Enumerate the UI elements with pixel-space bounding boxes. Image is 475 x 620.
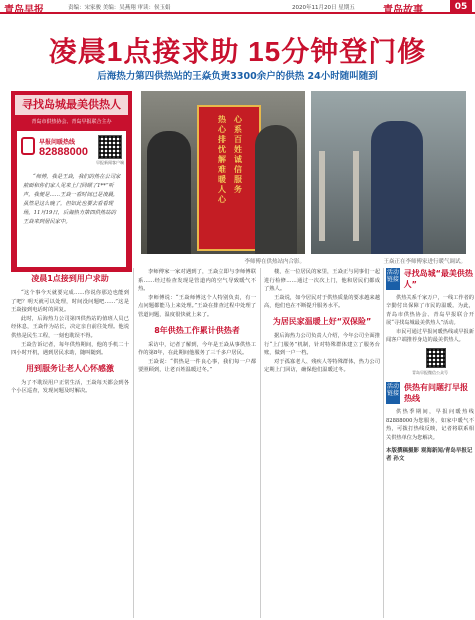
paragraph: 王焱说：“供热是一件良心事，我们每一户都要照顾到，让老百姓温暖过冬。”: [138, 358, 256, 374]
radiator-pipes: [319, 151, 359, 241]
paragraph: 供热关系千家万户，一线工作者的辛勤付出保障了市民的温暖。为此，青岛市供热协会、青岛早报联合开展“寻找岛城最美供热人”活动。: [386, 295, 474, 327]
dateline: 2020年11月20日 星期五: [292, 5, 355, 11]
paragraph: 楼，在一位居民的家里，王焱正与同事们一起进行检修……通过一次次上门，他和居民们都成了熟人。: [264, 269, 380, 293]
newspaper-logo: 青岛早报: [4, 5, 44, 16]
qr-code-icon: [426, 348, 446, 368]
hotline-panel: [17, 131, 126, 267]
hotline-label: 早报问暖热线: [39, 139, 76, 146]
paragraph: 采访中，记者了解到，今年是王焱从事供热工作的第8年，在此期间他服务了三千多户居民。: [138, 341, 256, 357]
paragraph: “这个事今天就要完成……你说你那边也能到了吧？明天就可以处理，时间没问题吧……”这是王焱接到电话时的回复。: [11, 290, 129, 314]
sidebar-tag: 活动链接: [386, 268, 400, 290]
photo-worker-repair: [311, 91, 466, 254]
paragraph: 供热季期间，早报问暖热线82888000为您服务，如家中暖气不热，可拨打热线反映，记者将联系相关供热单位为您解决。: [386, 409, 474, 441]
sidebar-tag: 活动链接: [386, 382, 400, 404]
column-subhead: 用到服务让老人心怀感激: [26, 363, 114, 373]
sidebar: [386, 268, 474, 620]
campaign-organizers: 青岛市供热协会、青岛早报联合主办: [31, 119, 112, 125]
article-column-1: [11, 268, 129, 618]
page-number: 05: [450, 0, 472, 14]
column-divider: [260, 268, 261, 618]
paragraph: 王焱说，如今居民对于供热质量的要求越来越高，他们也在不断提升服务水平。: [264, 294, 380, 310]
column-divider: [383, 268, 384, 618]
subheadline: 后海热力第四供热站的王焱负责3300余户的供热 24小时随叫随到: [97, 71, 378, 82]
campaign-box: [11, 91, 132, 272]
byline: 本版撰稿摄影 观海新闻/青岛早报记者 孙文: [386, 448, 473, 463]
sidebar-text: [386, 408, 474, 442]
sidebar-header: [386, 382, 474, 404]
sidebar-header: [386, 268, 474, 290]
column-subhead: 凌晨1点接到用户求助: [31, 274, 109, 283]
headline: 凌晨1点接求助 15分钟登门修: [48, 36, 427, 67]
paragraph: 李师傅家一家对遇到了，王焱立即与李师傅联系……经过检查发现是管道内的空气导致暖气不热。: [138, 269, 256, 293]
column-subhead: 8年供热工作累计供热者: [154, 325, 240, 335]
honor-banner: [197, 105, 261, 251]
phone-icon: [21, 137, 35, 155]
sidebar-text: [386, 294, 474, 344]
paragraph: 对于孤寡老人、残疾人等特殊群体，热力公司定期上门回访，确保他们温暖过冬。: [264, 358, 380, 374]
paragraph: 为了不耽误用户正常生活，王焱每天都会到各个小区巡查，发现问题及时解决。: [11, 379, 129, 395]
qr-caption: 早报新闻客户端: [96, 160, 124, 165]
sidebar-title: 供热有问题打早报热线: [404, 383, 468, 404]
person-left: [147, 131, 191, 254]
photo-banner-presentation: [141, 91, 305, 254]
editor-credits: 责编：宋家骏 美编：吴燕翔 审读：侯玉娟: [68, 5, 171, 11]
banner-text-right: 热心排忧解难暖人心: [218, 115, 226, 204]
photo-caption-1: 李师傅在供热站内合影。: [244, 259, 305, 265]
worker-figure: [371, 121, 423, 254]
hotline-number: 82888000: [39, 146, 88, 158]
paragraph: 据后海热力公司负责人介绍，今年公司全面推行“上门服务”机制，针对特殊群体建立了服务台账，做到一户一档。: [264, 332, 380, 357]
column-subhead: 为居民家温暖上好“双保险”: [272, 316, 372, 326]
article-column-2: [138, 268, 256, 618]
paragraph: 此时，后海热力公司第四供热站的值班人员已经休息，王焱作为站长，决定亲自前往处理。他说供热是民生工程，一刻也耽误不得。: [11, 315, 129, 339]
sidebar-title: 寻找岛城“最美供热人”: [403, 269, 473, 289]
paragraph: 市民可通过早报问暖热线或早报新闻客户端推荐身边的最美供热人。: [386, 328, 474, 344]
masthead: [0, 0, 475, 14]
person-right: [255, 125, 297, 254]
article-column-3: [264, 268, 380, 618]
campaign-intro-text: “师傅，我是王焱，我们的热在公司家前面和你们家人见来上门回顾了1**”听声，我便是……王焱一看时间已是凌晨，虽然是这么晚了，但如此也要去看看现场。11月19日，后海热力第四供热站的王焱来到居民家中。: [23, 174, 121, 225]
banner-text-left: 心系百姓诚信服务: [234, 115, 242, 194]
section-name: 青岛故事: [383, 5, 423, 16]
paragraph: 李师傅说：“王焱师傅这个人特别负责，有一点问题都能马上来处理。”王焱在排查过程中处理了管道问题，温度很快就上来了。: [138, 294, 256, 318]
campaign-title: 寻找岛城最美供热人: [15, 95, 128, 115]
column-divider: [133, 268, 134, 618]
qr-caption: 青岛早报微信公众号: [412, 370, 448, 376]
qr-code-icon: [98, 135, 122, 159]
paragraph: 王焱告诉记者，每年供热期间，他的手机二十四小时开机，遇到居民求助，随叫随到。: [11, 341, 129, 357]
photo-caption-2: 王焱正在李师傅家进行暖气调试。: [383, 259, 466, 265]
